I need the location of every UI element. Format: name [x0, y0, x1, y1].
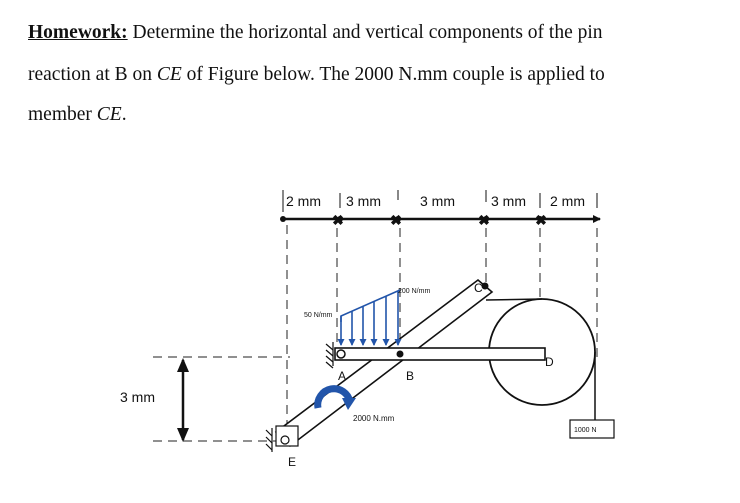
- support-e: [266, 426, 298, 452]
- point-label-e: E: [288, 455, 297, 469]
- problem-text-3a: member: [28, 104, 97, 125]
- cable: [486, 299, 542, 300]
- load-label-max: 200 N/mm: [398, 288, 431, 295]
- problem-text-2a: reaction at B on: [28, 64, 157, 85]
- vertical-dimension: [177, 358, 189, 442]
- point-label-c: C: [474, 281, 483, 295]
- dim-label-vertical: 3 mm: [120, 389, 155, 405]
- load-label-min: 50 N/mm: [304, 312, 333, 319]
- svg-text:✖: ✖: [390, 212, 402, 228]
- support-a: [326, 342, 333, 368]
- dim-label-5: 2 mm: [550, 193, 585, 209]
- problem-text-2b: of Figure below. The 2000 N.mm couple is applied to: [181, 64, 605, 85]
- point-label-a: A: [338, 369, 347, 383]
- svg-text:✖: ✖: [535, 212, 547, 228]
- dim-label-4: 3 mm: [491, 193, 526, 209]
- svg-text:✖: ✖: [478, 212, 490, 228]
- point-label-b: B: [406, 369, 415, 383]
- svg-text:✖: ✖: [332, 212, 344, 228]
- dim-label-2: 3 mm: [346, 193, 381, 209]
- homework-heading: Homework:: [28, 22, 128, 43]
- member-ad: [335, 348, 545, 360]
- member-ce-label: CE: [156, 64, 182, 85]
- member-ce-label-2: CE: [96, 104, 122, 125]
- point-label-d: D: [545, 355, 554, 369]
- weight-label: 1000 N: [574, 427, 597, 434]
- couple-label: 2000 N.mm: [353, 414, 395, 423]
- dim-label-3: 3 mm: [420, 193, 455, 209]
- problem-text-1: Determine the horizontal and vertical components of the pin: [132, 22, 603, 43]
- problem-text-3b: .: [121, 104, 127, 125]
- distributed-load: [341, 290, 400, 345]
- dimension-line-top: [280, 212, 600, 228]
- dim-label-1: 2 mm: [286, 193, 321, 209]
